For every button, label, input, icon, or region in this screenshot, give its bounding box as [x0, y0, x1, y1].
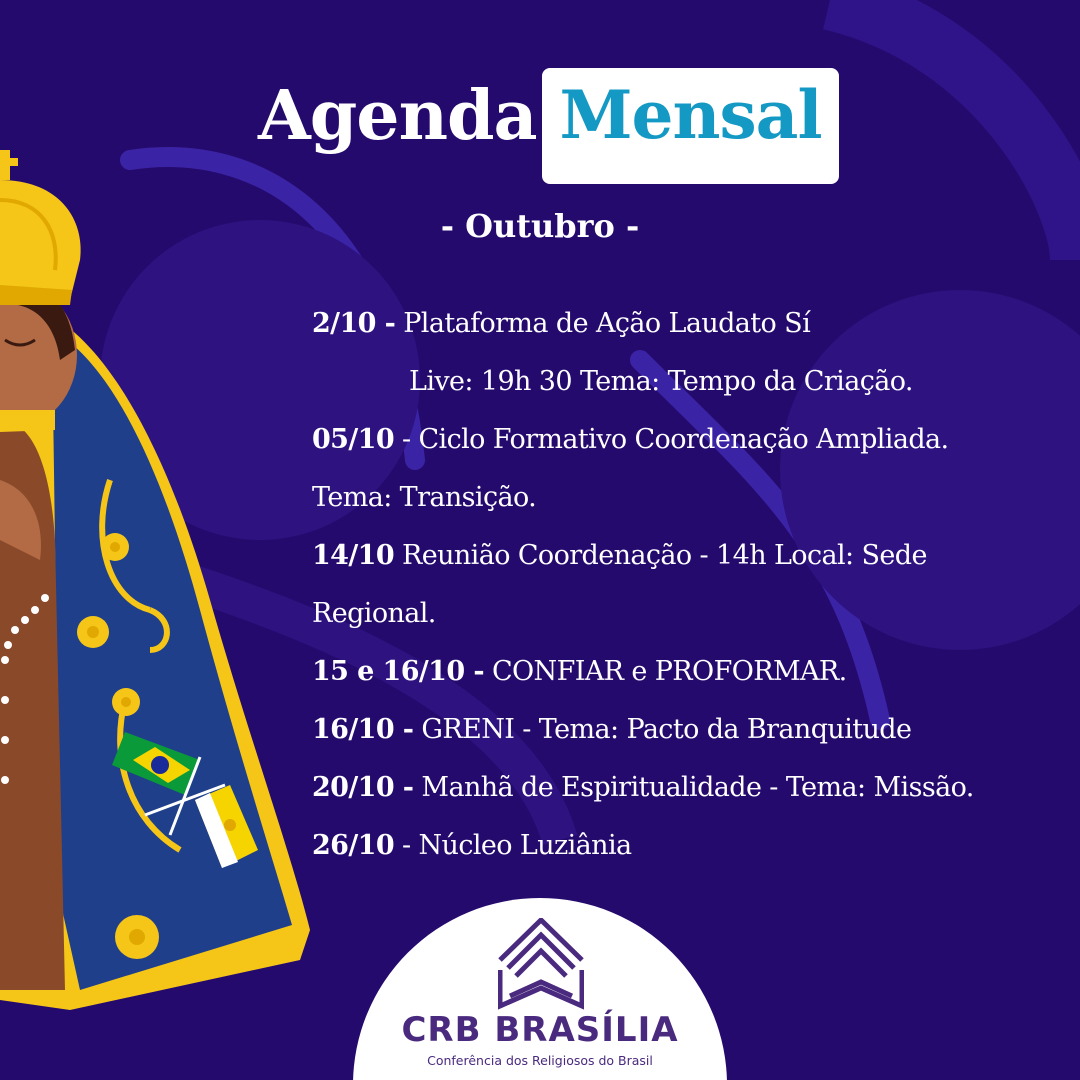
event-date: 20/10 -	[312, 772, 414, 803]
title-mensal: Mensal	[559, 76, 822, 154]
event-line	[312, 469, 1052, 527]
title-highlight-box	[542, 68, 839, 184]
month-subtitle: - Outubro -	[440, 207, 640, 245]
event-line	[312, 295, 1052, 353]
logo-tagline: Conferência dos Religiosos do Brasil	[427, 1053, 653, 1068]
event-date: 2/10 -	[312, 308, 396, 339]
event-line	[312, 411, 1052, 469]
event-date: 05/10	[312, 424, 395, 455]
title-agenda: Agenda	[258, 76, 537, 156]
event-text: Regional.	[312, 598, 436, 629]
event-text: - Ciclo Formativo Coordenação Ampliada.	[394, 424, 949, 455]
event-line	[312, 585, 1052, 643]
event-text: Plataforma de Ação Laudato Sí	[395, 308, 811, 339]
event-line	[312, 701, 1052, 759]
logo-name: CRB BRASÍLIA	[401, 1010, 679, 1050]
crb-logo-icon	[498, 918, 584, 1010]
event-date: 14/10	[312, 540, 395, 571]
event-text: - Núcleo Luziânia	[394, 830, 632, 861]
event-line	[312, 353, 1052, 411]
event-line	[312, 643, 1052, 701]
event-line	[312, 817, 1052, 875]
event-text: CONFIAR e PROFORMAR.	[483, 656, 847, 687]
events-list	[312, 295, 1052, 875]
event-text: GRENI - Tema: Pacto da Branquitude	[413, 714, 912, 745]
event-text: Tema: Transição.	[312, 482, 537, 513]
event-line	[312, 527, 1052, 585]
event-date: 16/10 -	[312, 714, 414, 745]
event-text: Manhã de Espiritualidade - Tema: Missão.	[413, 772, 974, 803]
event-text: Reunião Coordenação - 14h Local: Sede	[394, 540, 927, 571]
event-date: 15 e 16/10 -	[312, 656, 484, 687]
event-line	[312, 759, 1052, 817]
event-date: 26/10	[312, 830, 395, 861]
event-text: Live: 19h 30 Tema: Tempo da Criação.	[409, 366, 913, 397]
